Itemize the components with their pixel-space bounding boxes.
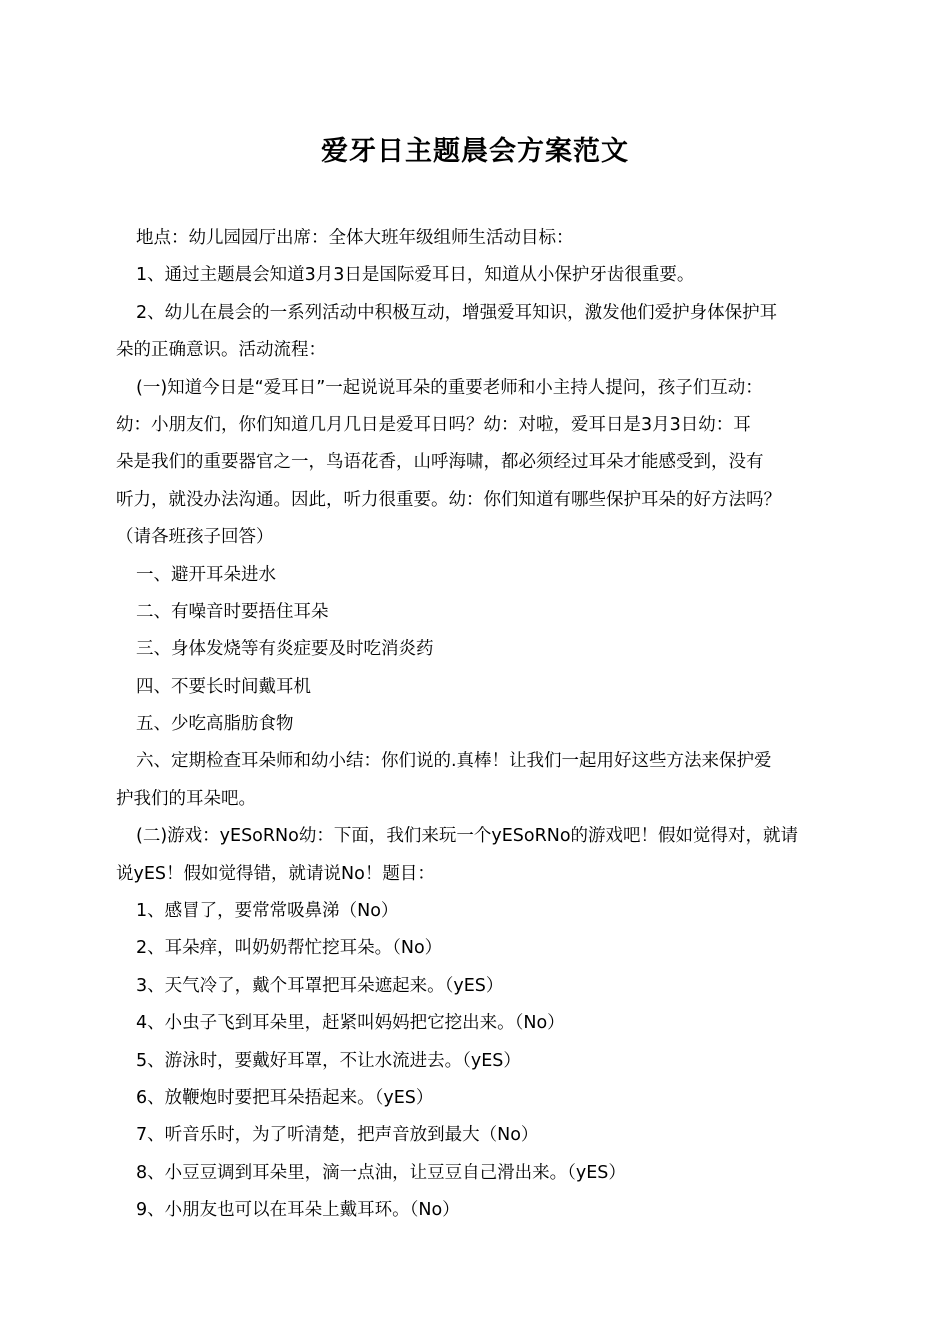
quiz-item: 3、天气冷了，戴个耳罩把耳朵遮起来。（yES）: [136, 975, 504, 996]
text-line: 2、幼儿在晨会的一系列活动中积极互动，增强爱耳知识，激发他们爱护身体保护耳: [136, 302, 778, 323]
list-item: 一、避开耳朵进水: [136, 564, 276, 585]
quiz-item: 2、耳朵痒，叫奶奶帮忙挖耳朵。（No）: [136, 938, 443, 959]
document-title: 爱牙日主题晨会方案范文: [321, 136, 629, 167]
quiz-item: 6、放鞭炮时要把耳朵捂起来。（yES）: [136, 1087, 434, 1108]
text-line: 说yES！假如觉得错，就请说No！题目：: [116, 863, 435, 884]
quiz-item: 8、小豆豆调到耳朵里，滴一点油，让豆豆自己滑出来。（yES）: [136, 1162, 626, 1183]
quiz-item: 4、小虫子飞到耳朵里，赶紧叫妈妈把它挖出来。（No）: [136, 1013, 565, 1034]
list-item: 四、不要长时间戴耳机: [136, 676, 311, 697]
quiz-item: 9、小朋友也可以在耳朵上戴耳环。（No）: [136, 1200, 460, 1221]
text-line: 地点：幼儿园园厅出席：全体大班年级组师生活动目标：: [136, 228, 574, 248]
text-line: (一)知道今日是“爱耳日”一起说说耳朵的重要老师和小主持人提问，孩子们互动：: [136, 377, 763, 398]
list-item: 五、少吃高脂肪食物: [136, 714, 294, 735]
list-item: 二、有噪音时要捂住耳朵: [136, 601, 329, 622]
document-body: [116, 220, 856, 1230]
text-line: 听力，就没办法沟通。因此，听力很重要。幼：你们知道有哪些保护耳朵的好方法吗？: [116, 489, 781, 510]
quiz-item: 1、感冒了，要常常吸鼻涕（No）: [136, 901, 399, 922]
text-line: （请各班孩子回答）: [116, 527, 274, 548]
text-line: 幼：小朋友们，你们知道几月几日是爱耳日吗？幼：对啦，爱耳日是3月3日幼：耳: [116, 414, 751, 435]
text-line: 护我们的耳朵吧。: [116, 788, 256, 809]
quiz-item: 7、听音乐时，为了听清楚，把声音放到最大（No）: [136, 1125, 539, 1146]
text-line: 朵是我们的重要器官之一，鸟语花香，山呼海啸，都必须经过耳朵才能感受到，没有: [116, 452, 764, 473]
quiz-item: 5、游泳时，要戴好耳罩，不让水流进去。（yES）: [136, 1050, 521, 1071]
list-item: 三、身体发烧等有炎症要及时吃消炎药: [136, 639, 434, 660]
text-line: 朵的正确意识。活动流程：: [116, 340, 326, 361]
list-item: 六、定期检查耳朵师和幼小结：你们说的.真棒！让我们一起用好这些方法来保护爱: [136, 751, 772, 772]
text-line: (二)游戏：yESoRNo幼：下面，我们来玩一个yESoRNo的游戏吧！假如觉得对，就请: [136, 826, 799, 847]
text-line: 1、通过主题晨会知道3月3日是国际爱耳日，知道从小保护牙齿很重要。: [136, 265, 695, 286]
